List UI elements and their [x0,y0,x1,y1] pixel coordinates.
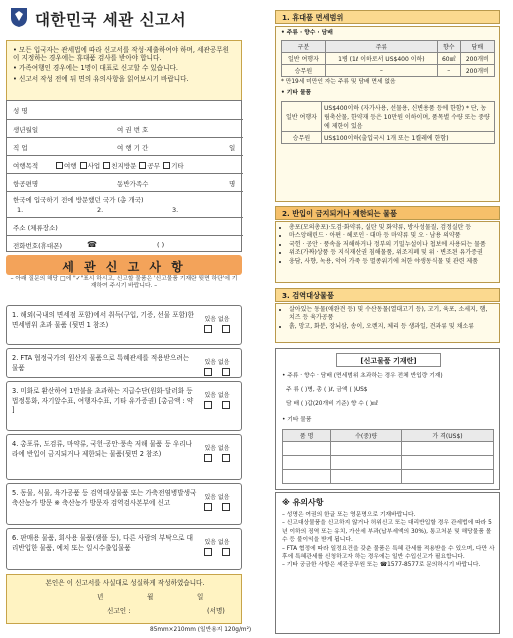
table-header: 수(중)량 [331,430,402,442]
table-cell: US$400이하 (자가사용, 선물용, 신변용품 등에 한함) * 단, 농림축산물, 한약재 등은 10만원 이하이며, 품목별 수량 또는 중량에 제한이 있음 [322,101,495,131]
period-label: 여 행 기 간 [117,144,149,152]
no-label: 없음 [217,316,230,323]
section3-panel [275,303,500,343]
item-text: 6. 판매용 물품, 회사용 물품(샘플 등), 다른 사람의 부탁으로 대리반입한 물품, 예치 또는 일시수출입물품 [12,534,193,552]
table-cell[interactable] [283,456,331,470]
notice-line: • 가족여행인 경우에는 1명이 대표로 신고할 수 있습니다. [13,64,178,73]
notice-line: • 신고서 작성 전에 뒤 면의 유의사항을 읽어보시기 바랍니다. [13,74,189,83]
spec-heading: [신고물품 기재란] [336,353,441,367]
signer-label: 신고인 : [107,607,131,615]
spec-line: • 기타 물품 [282,417,312,423]
passport-label: 여 권 번 호 [117,126,149,134]
list-item: • 위조(가짜)상품 등 지식재산권 침해물품, 위조지폐 및 위 · 변조된 유가증권 [289,249,495,257]
yes-checkbox[interactable] [204,548,212,556]
date-month: 월 [147,593,154,601]
yes-checkbox[interactable] [204,454,212,462]
declaration-header [6,255,242,275]
spec-table [282,429,494,484]
spec-line: • 주류 · 향수 · 담배 (면세범위 초과하는 경우 전체 반입량 기재) [282,373,443,379]
list-item: • 국헌 · 공안 · 풍속을 저해하거나 정부의 기밀누설이나 첩보에 사용되는 물품 [289,241,495,249]
table-cell[interactable] [283,442,331,456]
table-header: 품 명 [283,430,331,442]
declaration-item [6,381,242,431]
table-cell[interactable] [331,470,402,484]
declaration-heading: 세 관 신 고 사 항 [62,260,186,274]
section1-panel [275,26,500,202]
item-text: 3. 미화로 환산하여 1만불을 초과하는 지급수단(원화·달러화 등 법정통화, 자기앞수표, 여행자수표, 기타 유가증권) [총금액 : 약 ] [12,387,194,415]
table-header: 구분 [282,41,326,53]
table-cell: 승무원 [282,131,322,143]
declared-goods-box [275,348,500,490]
personal-info-form [6,100,242,252]
note-item: – FTA 협정에 따라 일정요건을 갖춘 물품은 특혜 관세를 적용받을 수 있으며, 다만 사후에 특혜관세를 신청하고자 하는 경우에는 일반 수입신고가 필요합니다. [282,545,495,560]
table-cell[interactable] [283,470,331,484]
no-checkbox[interactable] [222,368,230,376]
table-header: 가 격(US$) [402,430,494,442]
spec-alcohol[interactable]: 주 류 ( )병, 총 ( )ℓ, 금액 ( )US$ [286,387,368,393]
table-cell: 200개비 [460,65,494,77]
birth-passport-row[interactable] [7,119,243,137]
no-checkbox[interactable] [222,548,230,556]
s1-note: * 만19세 미만인 자는 주류 및 담배 면세 없음 [281,79,396,86]
phone-area-code: ( ) [157,241,165,249]
section2-heading: 2. 반입이 금지되거나 제한되는 물품 [275,206,500,220]
table-header: 주류 [325,41,437,53]
date-year: 년 [97,593,104,601]
no-checkbox[interactable] [222,454,230,462]
job-period-row[interactable] [7,137,243,155]
purpose-row [7,155,243,173]
companions-label: 동반가족수 [117,180,149,188]
s1-subheading: • 기타 물품 [281,90,312,97]
table-cell: 일반 여행자 [282,53,326,65]
no-checkbox[interactable] [222,325,230,333]
purpose-checkbox[interactable] [80,162,87,169]
yes-checkbox[interactable] [204,503,212,511]
visited-row[interactable] [7,191,243,217]
table-cell: 200개비 [460,53,494,65]
no-label: 없음 [217,445,230,452]
flight-row[interactable] [7,173,243,191]
yes-label: 있음 [204,539,217,546]
yes-label: 있음 [204,392,217,399]
section2-panel [275,221,500,283]
item-text: 2. FTA 협정국가의 원산지 물품으로 특혜관세를 적용받으려는 물품 [12,354,190,372]
item-text: 1. 해외(국내의 면세점 포함)에서 취득(구입, 기증, 선물 포함)한 면세범위 초과 물품 (뒷면 1 참조) [12,311,194,329]
purpose-option: 친지방문 [111,162,137,170]
table-cell: 승무원 [282,65,326,77]
yes-label: 있음 [204,316,217,323]
visited-num: 2. [97,206,104,214]
spec-tobacco[interactable]: 담 배 ( )갑(20개비 기준) 향 수 ( )㎖ [286,401,378,407]
list-item: • 흙, 망고, 화분, 장뇌삼, 송이, 오렌지, 체리 등 생과일, 견과류 및 채소류 [289,323,495,331]
purpose-option: 기타 [171,162,184,170]
no-label: 없음 [217,359,230,366]
no-label: 없음 [217,539,230,546]
paper-spec: 85mm×210mm (일반용지 120g/m²) [150,627,252,633]
list-item: • 웅담, 사향, 녹용, 악어 가죽 등 멸종위기에 처한 야생동식물 및 관련 제품 [289,258,495,266]
table-cell[interactable] [402,456,494,470]
purpose-label: 여행목적 [13,162,39,170]
notes-box [275,492,500,634]
list-item: • 살아있는 동물(애완견 등) 및 수산동물(열대고기 등), 고기, 육포, 소세지, 햄, 치즈 등 육가공품 [289,306,495,323]
visited-label: 한국에 입국하기 전에 방문했던 국가 (총 개국) [13,196,144,204]
yes-checkbox[interactable] [204,368,212,376]
name-label: 성 명 [13,107,28,115]
page-title: 대한민국 세관 신고서 [35,11,187,29]
declaration-item [6,528,242,570]
job-label: 직 업 [13,144,28,152]
sign-mark[interactable]: (서명) [207,607,225,615]
section3-heading: 3. 검역대상물품 [275,288,500,302]
purpose-option: 사업 [87,162,101,170]
purpose-checkbox[interactable] [163,162,170,169]
notice-line: • 모든 입국자는 관세법에 따라 신고서를 작성·제출하여야 하며, 세관공무원이 지정하는 경우에는 휴대품 검사를 받아야 합니다. [13,46,229,63]
list-item: • 총포(모의총포)·도검·화약류, 실탄 및 화약류, 방사성물질, 검정실탄 등 [289,224,495,232]
address-row[interactable] [7,217,243,235]
table-cell[interactable] [331,442,402,456]
purpose-checkbox[interactable] [103,162,110,169]
period-unit: 일 [229,144,236,152]
name-row[interactable] [7,101,243,119]
declaration-item [6,434,242,480]
table-cell[interactable] [402,470,494,484]
visited-num: 3. [172,206,179,214]
declaration-item [6,348,242,378]
yes-label: 있음 [204,494,217,501]
visited-num: 1. [17,206,24,214]
item-text: 5. 동물, 식물, 육가공품 등 검역대상물품 또는 가축전염병발생국 축산농가 방문 ※ 축산농가 방문자 검역검사본부에 신고 [12,489,197,507]
phone-icon: ☎ [87,240,97,249]
no-label: 없음 [217,392,230,399]
signature-statement: 본인은 이 신고서를 사실대로 성실하게 작성하였습니다. [45,579,205,587]
s1-subheading: • 주류 · 향수 · 담배 [281,30,333,36]
table-cell: – [437,65,460,77]
note-item: – 신고대상물품을 신고하지 않거나 허위신고 또는 대리반입할 경우 관세법에 따라 5년 이하의 징역 또는 유치, 가산세 부과(납부세액의 30%), 통고처분 및 해당물품 몰수 등 불이익을 받게 됩니다. [282,520,492,544]
purpose-checkbox[interactable] [56,162,63,169]
item-text: 4. 총포류, 도검류, 마약류, 국헌·공안·풍속 저해 물품 등 우리나라에 반입이 금지되거나 제한되는 물품(뒷면 2 참조) [12,440,193,458]
no-checkbox[interactable] [222,401,230,409]
no-label: 없음 [217,494,230,501]
table-cell: 1병 (1ℓ 이하로서 US$400 이하) [325,53,437,65]
list-item: • 마스앙해린드 · 아편 · 헤로인 · 대마 등 마약류 및 오 · 남용 의약품 [289,232,495,240]
duty-free-table [281,40,495,77]
table-cell[interactable] [331,456,402,470]
section1-heading: 1. 휴대품 면세범위 [275,10,500,24]
table-cell: – [325,65,437,77]
declaration-item [6,483,242,525]
yes-checkbox[interactable] [204,401,212,409]
flight-label: 항공편명 [13,180,39,188]
other-goods-table [281,101,495,144]
purpose-checkbox[interactable] [139,162,146,169]
table-header: 담배 [460,41,494,53]
yes-label: 있음 [204,359,217,366]
declaration-intro: – 아래 질문의 해당 □에 "✓"표시 하시고, 신고할 물품은 '신고물품 기재란 뒷면 하단'에 기재하여 주시기 바랍니다. – [10,276,238,290]
table-header: 향수 [437,41,460,53]
table-cell: US$100이하(출입국시 1개 또는 1켤레에 한함) [322,131,495,143]
notes-heading: ※ 유의사항 [282,498,324,507]
declaration-item [6,305,242,345]
no-checkbox[interactable] [222,503,230,511]
yes-checkbox[interactable] [204,325,212,333]
customs-logo-icon [9,6,29,28]
table-cell: 일반 여행자 [282,101,322,131]
birth-label: 생년월일 [13,126,39,134]
address-label: 주소 (체류장소) [13,224,58,232]
note-item: – 기타 궁금한 사항은 세관공무원 또는 ☎1577-8577로 문의하시기 바랍니다. [282,562,481,569]
table-cell: 60㎖ [437,53,460,65]
note-item: – 성명은 여권의 한글 또는 영문명으로 기재바랍니다. [282,512,416,518]
phone-label: 전화번호(휴대폰) [13,242,63,250]
purpose-option: 공무 [147,162,161,170]
companions-unit: 명 [229,180,236,188]
purpose-option: 여행 [64,162,77,170]
signature-box [6,574,242,624]
phone-row[interactable] [7,235,243,253]
yes-label: 있음 [204,445,217,452]
table-cell[interactable] [402,442,494,456]
date-day: 일 [197,593,204,601]
